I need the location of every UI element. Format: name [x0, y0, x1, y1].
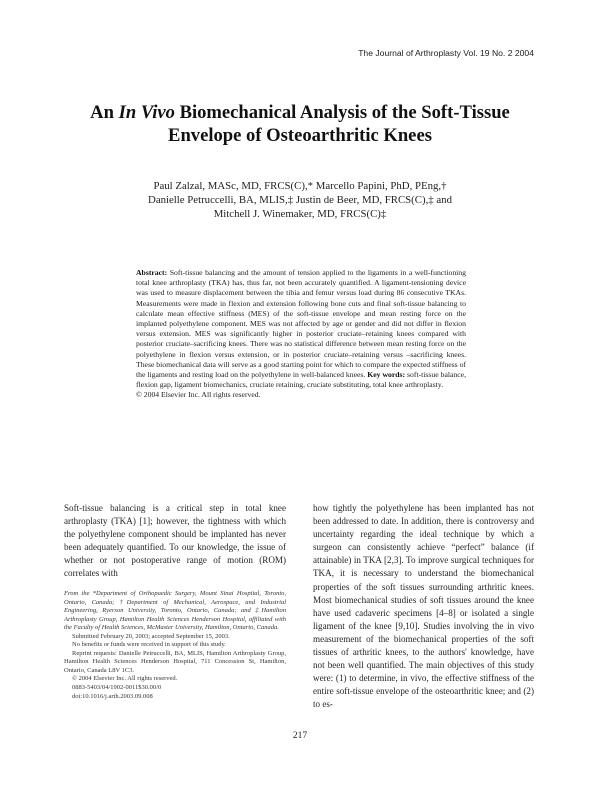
authors-line1: Paul Zalzal, MASc, MD, FRCS(C),* Marcello Papini, PhD, PEng,† — [153, 180, 447, 192]
body-left-column — [64, 502, 286, 581]
body-right-column — [313, 502, 534, 712]
footnote-copyright: © 2004 Elsevier Inc. All rights reserved. — [72, 675, 178, 683]
keywords-label: Key words: — [367, 370, 406, 380]
abstract-label: Abstract: — [136, 268, 168, 277]
authors-line3: Mitchell J. Winemaker, MD, FRCS(C)‡ — [213, 208, 387, 221]
footnote — [64, 590, 286, 701]
footnote-submitted: Submitted February 20, 2003; accepted September 15, 2003. — [72, 632, 230, 640]
footnote-issn: 0883-5403/04/1902-0011$30.00/0 — [72, 684, 162, 692]
author-list — [100, 179, 500, 222]
intro-right-text: how tightly the polyethylene has been implanted has not been addressed to date. In addition, there is controversy and uncertainty regarding the ideal technique by which a surgeon can consistently achieve “perfect” balance (if attainable) in TKA [2,3]. To improve surgical techniques for TKA, it is necessary to understand the biomechanical properties of the soft tissues surrounding arthritic knees. Most biomechanical studies of soft tissues around the knee have used cadaveric specimens [4–8] or isolated a single ligament of the knee [9,10]. Studies involving the in vivo measurement of the biomechanical properties of the soft tissues of arthritic knees, to the authors' knowledge, have not been well quantified. The main objectives of this study were: (1) to determine, in vivo, the effective stiffness of the entire soft-tissue envelope of the osteoarthritic knee; and (2) to es- — [313, 503, 534, 710]
title-line2: Envelope of Osteoarthritic Knees — [168, 125, 432, 146]
footnote-reprint: Reprint requests: Danielle Petruccelli, BA, MLIS, Hamilton Arthroplasty Group, Hamilton Health Sciences Henderson Hospital, 711 Concession St, Hamilton, Ontario, Canada L8V 1C3. — [64, 649, 286, 674]
title-line1-rest: Biomechanical Analysis of the Soft-Tissue — [174, 102, 510, 123]
title-prefix: An — [90, 102, 119, 123]
footnote-affiliation: From the *Department of Orthopaedic Surgery, Mount Sinai Hospital, Toronto, Ontario, Canada; †Department of Mechanical, Aerospace, and Industrial Engineering, Ryerson University, Toronto, Ontario, Canada; and ‡Hamilton Arthroplasty Group, Hamilton Health Sciences Henderson Hospital, affiliated with the Faculty of Health Sciences, McMaster University, Hamilton, Ontario, Canada. — [64, 590, 286, 632]
title-italic: In Vivo — [118, 102, 175, 123]
footnote-doi: doi:10.1016/j.arth.2003.09.008 — [72, 692, 153, 700]
intro-left-text: Soft-tissue balancing is a critical step in total knee arthroplasty (TKA) [1]; however, the tightness with which the polyethylene component should be implanted has never been adequately quantified. To our knowledge, the issue of whether or not postoperative range of motion (ROM) correlates with — [64, 503, 286, 579]
page-number: 217 — [292, 731, 308, 741]
authors-line2: Danielle Petruccelli, BA, MLIS,‡ Justin de Beer, MD, FRCS(C),‡ and — [148, 194, 452, 207]
article-title — [50, 101, 550, 147]
journal-reference: The Journal of Arthroplasty Vol. 19 No. 2 2004 — [358, 48, 534, 58]
abstract — [136, 268, 466, 401]
abstract-text: Soft-tissue balancing and the amount of tension applied to the ligaments in a well-functioning total knee arthroplasty (TKA) has, thus far, not been accurately quantified. A ligament-tensioning device was used to measure displacement between the tibia and femur versus load during 86 consecutive TKAs. Measurements were made in flexion and extension following bone cuts and final soft-tissue balancing to calculate mean effective stiffness (MES) of the soft-tissue envelope and mean resting force on the implanted polyethylene component. MES was not affected by age or gender and did not differ in flexion versus extension. MES was significantly higher in posterior cruciate–retaining knees compared with posterior cruciate–sacrificing knees. There was no statistical difference between mean resting force on the polyethylene in flexion versus extension, or in posterior cruciate–retaining versus –sacrificing knees. These biomechanical data will serve as a good starting point for which to compare the expected stiffness of the ligaments and resting load on the polyethylene in well-balanced knees. — [136, 268, 466, 380]
abstract-copyright: © 2004 Elsevier Inc. All rights reserved. — [136, 390, 261, 400]
keywords-text: soft-tissue balance, flexion gap, ligament biomechanics, cruciate retaining, cruciate substituting, total knee arthroplasty. — [136, 370, 467, 390]
footnote-benefits: No benefits or funds were received in support of this study. — [72, 641, 226, 649]
